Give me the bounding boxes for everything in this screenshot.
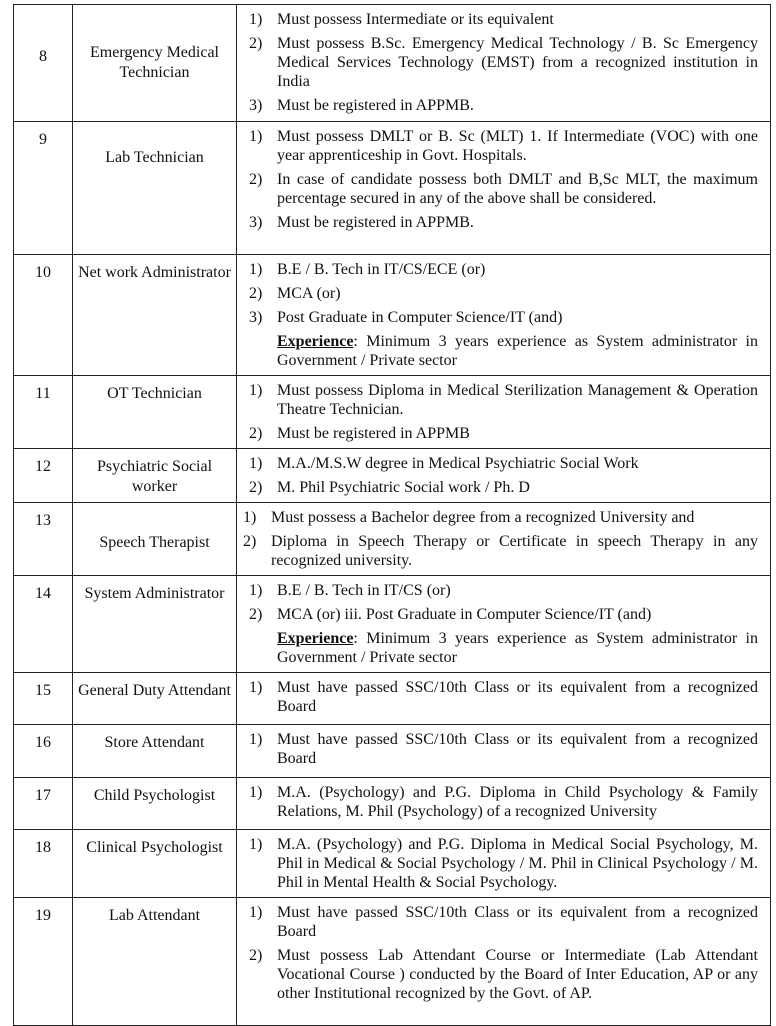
row-number: 18: [14, 830, 73, 898]
table-row: [14, 122, 771, 255]
experience-text: : Minimum 3 years experience as System administrator in Government / Private sector: [277, 333, 758, 369]
list-item: 1) Must possess DMLT or B. Sc (MLT) 1. If Intermediate (VOC) with one year apprenticeship in Govt. Hospitals.: [249, 128, 758, 164]
row-number: 14: [14, 576, 73, 673]
post-name: General Duty Attendant: [73, 673, 237, 725]
post-name: System Administrator: [73, 576, 237, 673]
list-item: 1) B.E / B. Tech in IT/CS (or): [249, 582, 451, 599]
table-row: [14, 376, 771, 449]
list-item: 1) M.A./M.S.W degree in Medical Psychiatric Social Work: [249, 455, 639, 472]
experience-label: Experience: [277, 333, 354, 350]
post-name: Store Attendant: [73, 725, 237, 778]
table-row: [14, 830, 771, 898]
list-item: 1) M.A. (Psychology) and P.G. Diploma in Medical Social Psychology, M. Phil in Medical & Social Psychology / M. Phil in Clinical Psychology / M. Phil in Mental Health & Social Psychology.: [249, 836, 758, 891]
list-item: 1) Must have passed SSC/10th Class or its equivalent from a recognized Board: [249, 731, 758, 767]
list-item: 3) Must be registered in APPMB.: [249, 97, 474, 114]
table-row: [14, 898, 771, 1026]
row-number: 11: [14, 376, 73, 449]
qualification-cell: [237, 255, 771, 376]
qualification-cell: [237, 778, 771, 830]
qualification-cell: [237, 122, 771, 255]
qualification-cell: [237, 376, 771, 449]
list-item: 1) Must possess Diploma in Medical Sterilization Management & Operation Theatre Technician.: [249, 382, 758, 418]
row-number: 17: [14, 778, 73, 830]
list-item: 2) M. Phil Psychiatric Social work / Ph. D: [249, 479, 530, 496]
table-row: [14, 778, 771, 830]
qualification-cell: [237, 576, 771, 673]
row-number: 12: [14, 449, 73, 503]
qualification-cell: [237, 725, 771, 778]
post-name: Lab Attendant: [73, 898, 237, 1026]
table-row: [14, 673, 771, 725]
list-item: 1) M.A. (Psychology) and P.G. Diploma in Child Psychology & Family Relations, M. Phil (Psychology) of a recognized University: [249, 784, 758, 820]
experience-label: Experience: [277, 630, 354, 647]
list-item: 1) Must possess a Bachelor degree from a recognized University and: [243, 509, 695, 526]
row-number: 16: [14, 725, 73, 778]
table-row: [14, 5, 771, 122]
experience-note: [249, 629, 758, 667]
list-item: 3) Must be registered in APPMB.: [249, 214, 474, 231]
post-name: Clinical Psychologist: [73, 830, 237, 898]
experience-text: : Minimum 3 years experience as System administrator in Government / Private sector: [277, 630, 758, 666]
row-number: 10: [14, 255, 73, 376]
row-number: 19: [14, 898, 73, 1026]
list-item: 2) MCA (or) iii. Post Graduate in Computer Science/IT (and): [249, 606, 652, 623]
qualification-cell: [237, 5, 771, 122]
list-item: 2) In case of candidate possess both DMLT and B,Sc MLT, the maximum percentage secured in any of the above shall be considered.: [249, 171, 758, 207]
row-number: 9: [14, 122, 73, 255]
row-number: 13: [14, 503, 73, 576]
list-item: 3) Post Graduate in Computer Science/IT (and): [249, 309, 563, 326]
experience-note: [249, 332, 758, 370]
row-number: 8: [14, 5, 73, 122]
list-item: 2) MCA (or): [249, 285, 341, 302]
qualification-cell: [237, 673, 771, 725]
list-item: 1) Must have passed SSC/10th Class or its equivalent from a recognized Board: [249, 679, 758, 715]
post-name: Psychiatric Social worker: [73, 449, 237, 503]
list-item: 2) Must possess B.Sc. Emergency Medical Technology / B. Sc Emergency Medical Services Technology (EMST) from a recognized institution in India: [249, 35, 758, 90]
qualification-cell: [237, 898, 771, 1026]
list-item: 2) Must possess Lab Attendant Course or Intermediate (Lab Attendant Vocational Course ) conducted by the Board of Inter Education, AP or any other Institutional recognized by the Govt. of AP.: [249, 947, 758, 1002]
list-item: 2) Diploma in Speech Therapy or Certificate in speech Therapy in any recognized university.: [243, 533, 758, 569]
post-name: Emergency Medical Technician: [73, 5, 237, 122]
list-item: 1) B.E / B. Tech in IT/CS/ECE (or): [249, 261, 486, 278]
list-item: 1) Must possess Intermediate or its equivalent: [249, 11, 554, 28]
qualification-cell: [237, 503, 771, 576]
table-row: [14, 503, 771, 576]
qualifications-table: [13, 4, 771, 1026]
table-row: [14, 255, 771, 376]
row-number: 15: [14, 673, 73, 725]
post-name: Net work Administrator: [73, 255, 237, 376]
list-item: 1) Must have passed SSC/10th Class or its equivalent from a recognized Board: [249, 904, 758, 940]
post-name: Lab Technician: [73, 122, 237, 255]
post-name: Speech Therapist: [73, 503, 237, 576]
post-name: OT Technician: [73, 376, 237, 449]
table-row: [14, 449, 771, 503]
post-name: Child Psychologist: [73, 778, 237, 830]
list-item: 2) Must be registered in APPMB: [249, 425, 470, 442]
qualification-cell: [237, 830, 771, 898]
qualification-cell: [237, 449, 771, 503]
table-row: [14, 725, 771, 778]
table-row: [14, 576, 771, 673]
